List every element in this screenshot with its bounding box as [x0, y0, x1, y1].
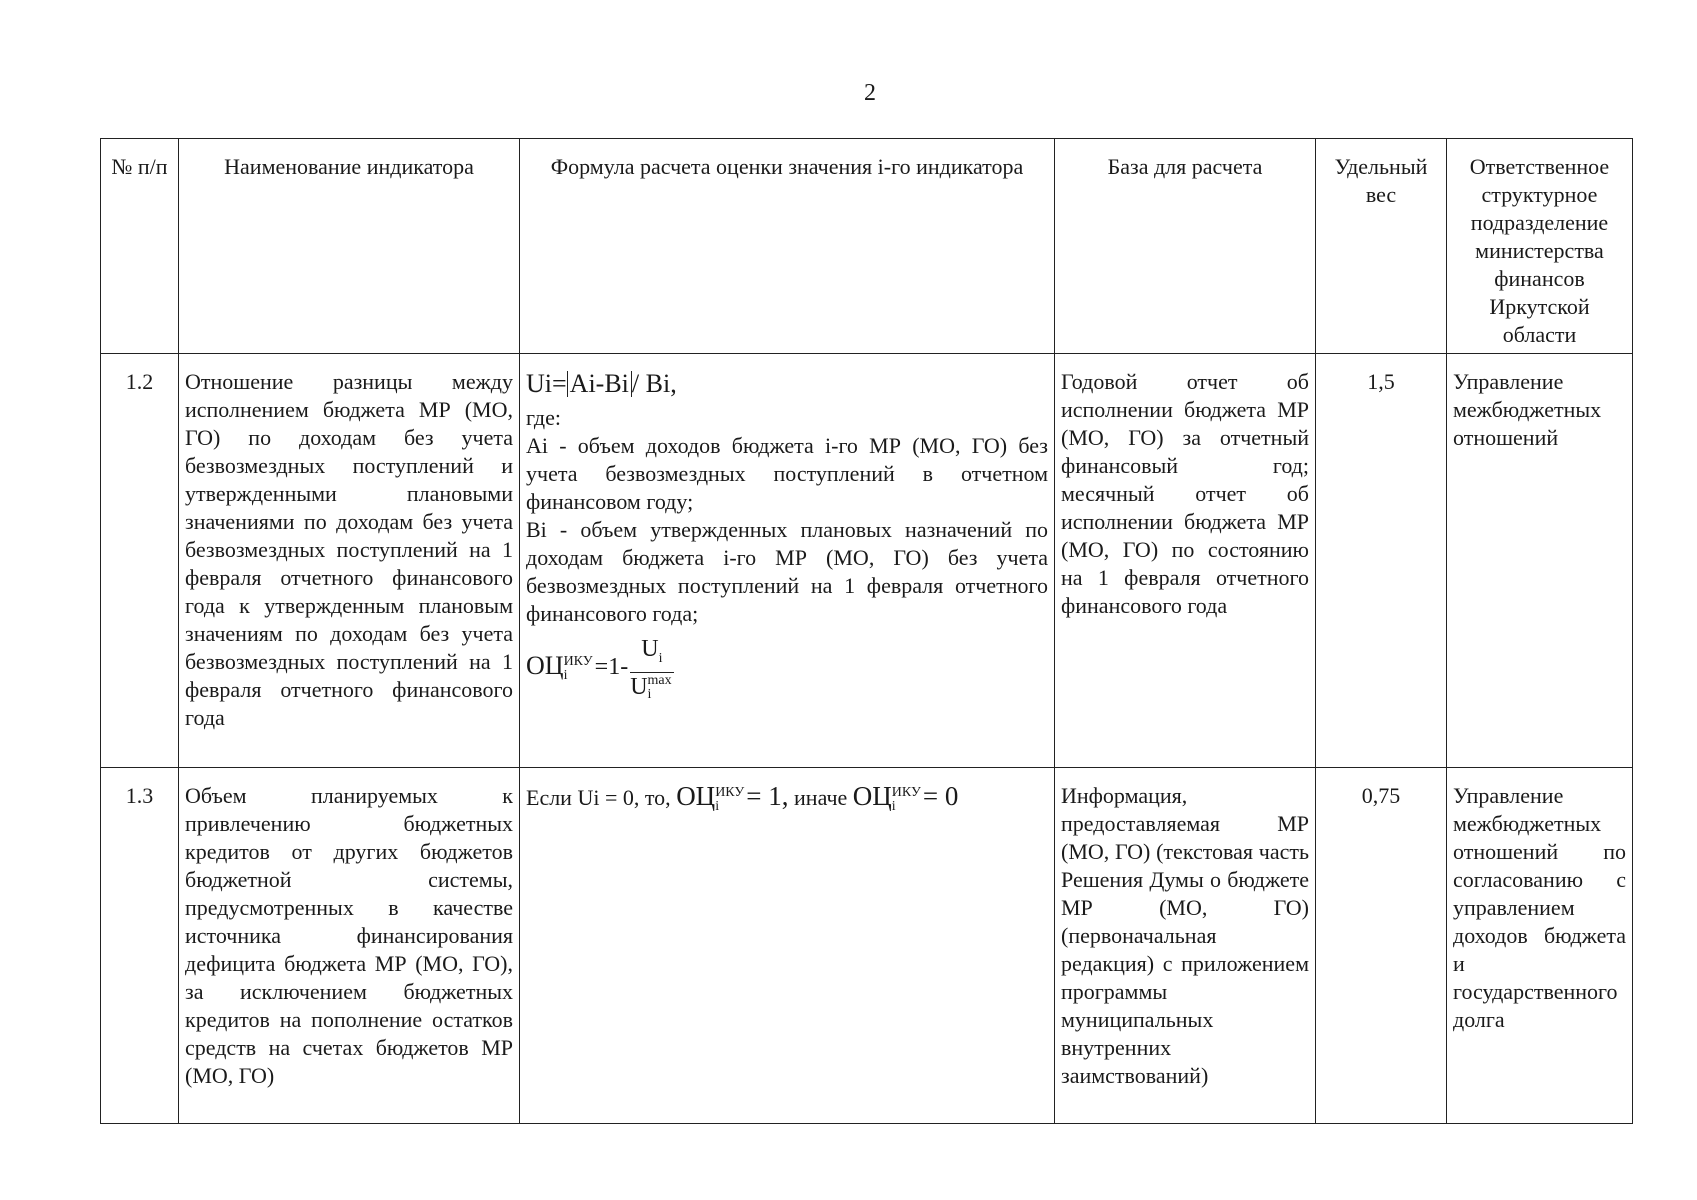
score-eq: =1-: [594, 654, 629, 681]
table-row: [101, 354, 1633, 768]
responsible-cell: Управление межбюджетных отношений по согласованию с управлением доходов бюджета и государственного долга: [1447, 768, 1633, 1124]
row-number: 1.2: [101, 354, 179, 768]
score-symbol: ОЦ: [526, 651, 564, 681]
header-indicator-name: Наименование индикатора: [179, 139, 520, 354]
formula-lhs: Ui=: [526, 369, 567, 398]
header-weight: Удельный вес: [1316, 139, 1447, 354]
score-indices-2: ИКУ i: [891, 784, 921, 814]
formula-condition: [526, 782, 1048, 814]
formula-where: где:: [526, 405, 561, 430]
responsible-cell: Управление межбюджетных отношений: [1447, 354, 1633, 768]
formula-ai-definition: Ai - объем доходов бюджета i-го МР (МО, ГО) без учета безвозмездных поступлений в отчетном финансовом году;: [526, 433, 1048, 514]
indicator-table: [100, 138, 1633, 1124]
indicator-name: Отношение разницы между исполнением бюджета МР (МО, ГО) по доходам без учета безвозмездных поступлений и утвержденными плановыми значениями по доходам без учета безвозмездных поступлений на 1 февраля отчетного финансового года к утвержденным плановым значениям по доходам без учета безвозмездных поступлений на 1 февраля отчетного финансового года: [179, 354, 520, 768]
score-symbol-2: ОЦ: [852, 781, 892, 811]
condition-if: Если Ui = 0, то,: [526, 785, 671, 810]
indicator-name: Объем планируемых к привлечению бюджетных кредитов от других бюджетов бюджетной системы, предусмотренных в качестве источника финансирования дефицита бюджета МР (МО, ГО), за исключением бюджетных кредитов на пополнение остатков средств на счетах бюджетов МР (МО, ГО): [179, 768, 520, 1124]
formula-ui: [526, 370, 1048, 398]
table-header-row: [101, 139, 1633, 354]
weight-cell: 1,5: [1316, 354, 1447, 768]
table-row: [101, 768, 1633, 1124]
base-cell: Годовой отчет об исполнении бюджета МР (МО, ГО) за отчетный финансовый год; месячный отчет об исполнении бюджета МР (МО, ГО) по состоянию на 1 февраля отчетного финансового года: [1055, 354, 1316, 768]
page-number: 2: [864, 80, 876, 106]
condition-else: иначе: [794, 785, 848, 810]
formula-cell: [520, 768, 1055, 1124]
formula-rhs: / Bi,: [631, 369, 677, 398]
score-sub: i: [563, 668, 568, 684]
base-cell: Информация, предоставляемая МР (МО, ГО) (текстовая часть Решения Думы о бюджете МР (МО, ГО) (первоначальная редакция) с приложением программы муниципальных внутренних заимствований): [1055, 768, 1316, 1124]
weight-cell: 0,75: [1316, 768, 1447, 1124]
score-indices: [564, 655, 593, 683]
header-number: № п/п: [101, 139, 179, 354]
score-fraction: [630, 636, 673, 702]
condition-eq2: = 0: [922, 781, 959, 811]
score-symbol: ОЦ: [676, 781, 716, 811]
fraction-denominator: U max i: [630, 673, 672, 703]
score-indices: ИКУ i: [715, 784, 745, 814]
header-responsible: Ответственное структурное подразделение министерства финансов Иркутской области: [1447, 139, 1633, 354]
fraction-numerator: $U_i$: [630, 636, 673, 673]
formula-cell: [520, 354, 1055, 768]
header-formula: Формула расчета оценки значения i-го индикатора: [520, 139, 1055, 354]
row-number: 1.3: [101, 768, 179, 1124]
score-sup: ИКУ: [563, 654, 593, 670]
formula-score: [526, 636, 1048, 702]
header-base: База для расчета: [1055, 139, 1316, 354]
abs-value: Ai-Bi: [567, 371, 632, 397]
condition-eq1: = 1,: [746, 781, 789, 811]
formula-bi-definition: Bi - объем утвержденных плановых назначений по доходам бюджета i-го МР (МО, ГО) без учета безвозмездных поступлений на 1 февраля отчетного финансового года;: [526, 517, 1048, 626]
